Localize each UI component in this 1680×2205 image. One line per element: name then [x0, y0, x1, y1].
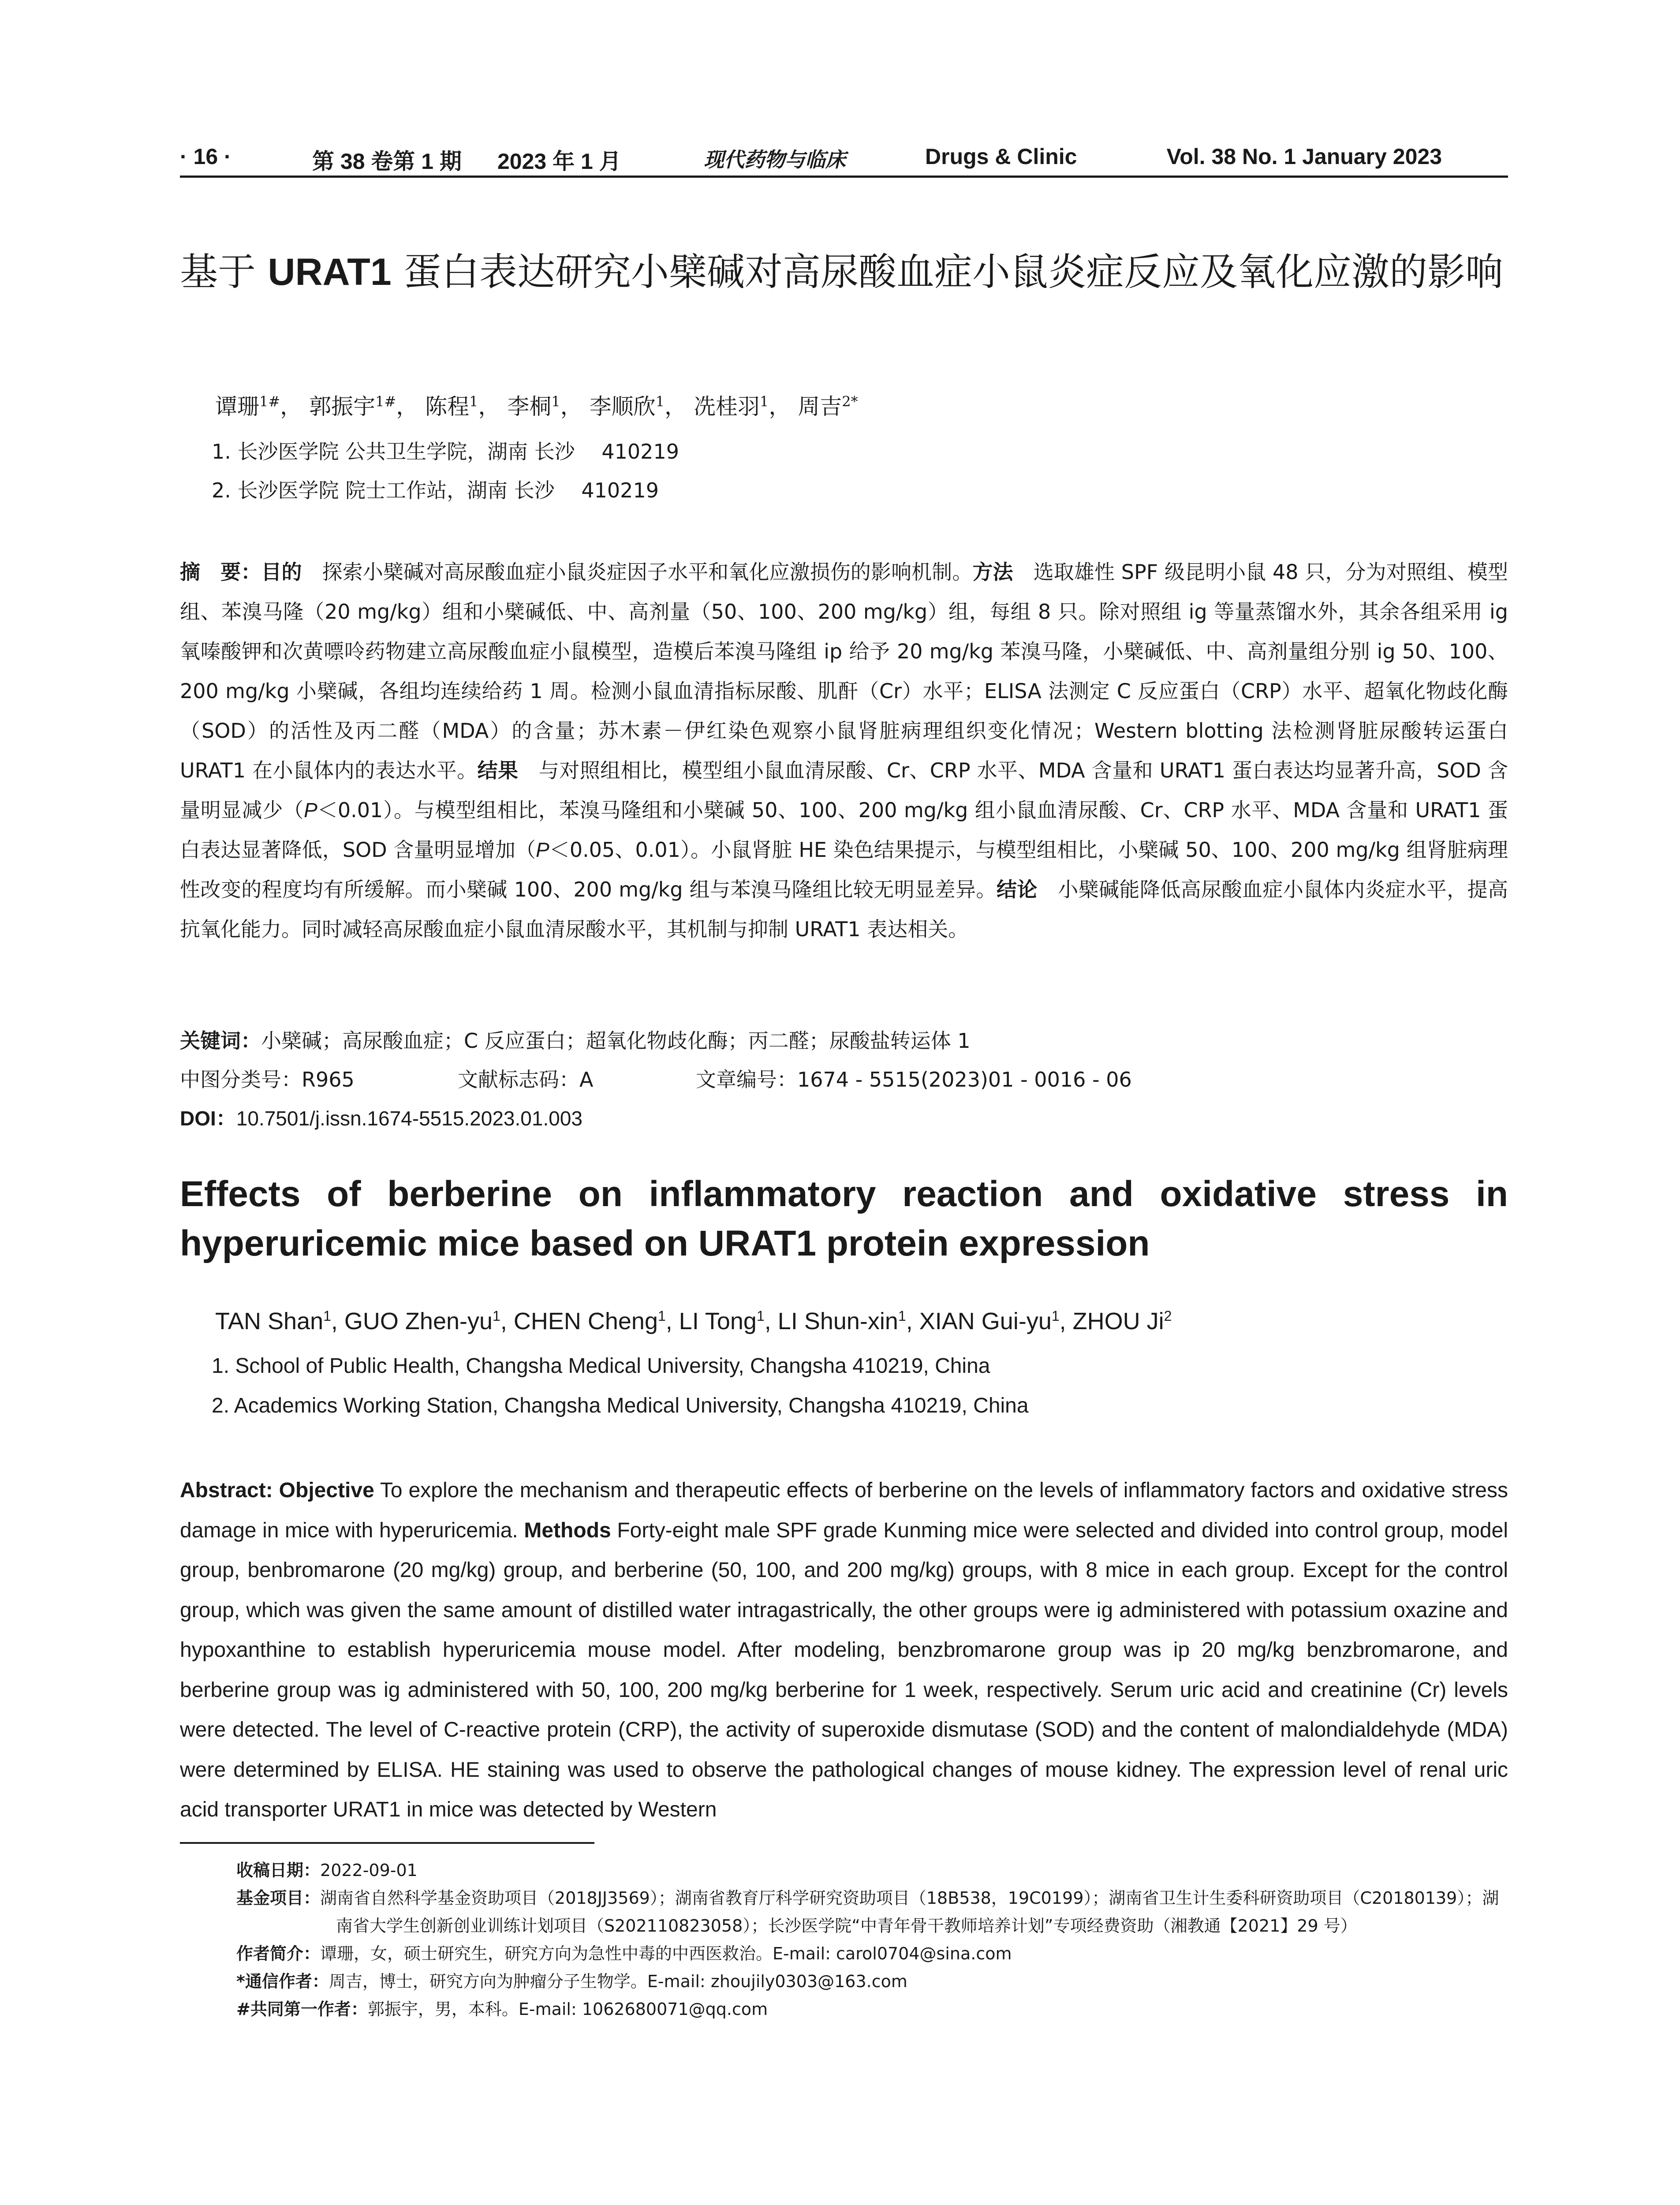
affiliation-cn-2: 2. 长沙医学院 院士工作站，湖南 长沙 410219	[212, 478, 659, 502]
author-name: 陈程	[425, 394, 470, 419]
author-sup: 1	[655, 393, 665, 410]
article-number: 文章编号：1674 - 5515(2023)01 - 0016 - 06	[696, 1068, 1132, 1091]
author-sup: 1	[756, 1308, 765, 1324]
document-code: 文献标志码：A	[458, 1068, 594, 1091]
conclusion-text: 小檗碱能降低高尿酸血症小鼠体内炎症水平，提高抗氧化能力。同时减轻高尿酸血症小鼠血清尿酸水平，其机制与抑制 URAT1 表达相关。	[180, 878, 1508, 941]
affiliation-en-2: 2. Academics Working Station, Changsha Medical University, Changsha 410219, China	[212, 1394, 1029, 1417]
conclusion-label: 结论	[996, 878, 1038, 901]
objective-label: 目的	[261, 560, 302, 584]
results-label: 结果	[477, 759, 519, 782]
author-name: 周吉	[798, 394, 842, 419]
objective-en-text: To explore the mechanism and therapeutic effects of berberine on the levels of inflammatory factors and oxidative stress damage in mice with hyperuricemia.	[180, 1479, 1508, 1542]
author-name: 李顺欣	[589, 394, 656, 419]
author-sup: 1	[1051, 1308, 1060, 1324]
author-name: 郭振宇	[309, 394, 376, 419]
p-value-symbol: P	[536, 838, 549, 861]
author-sup: 2	[1164, 1308, 1172, 1324]
footnote-co-first	[236, 1996, 1508, 2023]
footnote-text: 郭振宇，男，本科。E-mail: 1062680071@qq.com	[367, 1999, 768, 2019]
author-sup: 1	[493, 1308, 500, 1324]
author-name: 冼桂羽	[693, 394, 760, 419]
footnote-text: 湖南省自然科学基金资助项目（2018JJ3569）；湖南省教育厅科学研究资助项目（18B538，19C0199）；湖南省卫生计生委科研资助项目（C20180139）；湖南省大学生创新创业训练计划项目（S202110823058）；长沙医学院“中青年骨干教师培养计划”专项经费资助（湘教通【2021】29 号）	[320, 1888, 1499, 1936]
results-text: ＜0.01）。与模型组相比，苯溴马隆组和小檗碱 50、100、200 mg/kg 组小鼠血清尿酸、Cr、CRP 水平、MDA 含量和 URAT1 蛋白表达显著降低，SOD 含量明显增加（	[180, 798, 1508, 862]
authors-cn: 谭珊$^{1\#}$， 郭振宇$^{1\#}$， 陈程$^1$， 李桐$^1$， 李顺欣$^1$， 冼桂羽$^1$， 周吉$^{2*}$	[215, 393, 858, 419]
abstract-cn-label: 摘 要：	[180, 560, 261, 584]
keywords-label: 关键词：	[180, 1029, 261, 1053]
title-en-line1: Effects of berberine on inflammatory reaction and oxidative stress in	[180, 1174, 1508, 1214]
footnotes	[236, 1857, 1508, 2023]
author-name: 李桐	[507, 394, 552, 419]
page-number: · 16 ·	[180, 144, 231, 169]
affiliation-en-1: 1. School of Public Health, Changsha Medical University, Changsha 410219, China	[212, 1354, 990, 1378]
author-name: XIAN Gui-yu	[919, 1308, 1052, 1334]
author-sup: 1#	[375, 393, 396, 410]
title-en-line2: hyperuricemic mice based on URAT1 protein expression	[180, 1223, 1150, 1263]
title-cn-post: 蛋白表达研究小檗碱对高尿酸血症小鼠炎症反应及氧化应激的影响	[391, 250, 1503, 294]
authors-en: TAN Shan$^1$, GUO Zhen-$yu^1$, CHEN Cheng$^1$, LI Tong$^1$, LI Shun-xin$^1$, XIAN Gui-$yu^1$, ZHOU Ji$^2$	[215, 1308, 1172, 1334]
keywords-cn	[180, 1025, 971, 1054]
author-name: CHEN Cheng	[513, 1308, 658, 1334]
author-name: LI Shun-xin	[777, 1308, 898, 1334]
footnote-text: 周吉，博士，研究方向为肿瘤分子生物学。E-mail: zhoujily0303@163.com	[329, 1972, 907, 1991]
author-sup: 2*	[842, 393, 858, 410]
footnote-label: #共同第一作者：	[236, 1999, 368, 2019]
methods-label: 方法	[972, 560, 1013, 584]
methods-en-text: Forty-eight male SPF grade Kunming mice were selected and divided into control group, model group, benbromarone (20 mg/kg) group, and berberine (50, 100, and 200 mg/kg) groups, with 8 mice in each group. Except for the control group, which was given the same amount of distilled water intragastrically, the other groups were ig administered with potassium oxazine and hypoxanthine to establish hyperuricemia mouse model. After modeling, benzbromarone group was ip 20 mg/kg benzbromarone, and berberine group was ig administered with 50, 100, 200 mg/kg berberine for 1 week, respectively. Serum uric acid and creatinine (Cr) levels were detected. The level of C-reactive protein (CRP), the activity of superoxide dismutase (SOD) and the content of malondialdehyde (MDA) were determined by ELISA. HE staining was used to observe the pathological changes of mouse kidney. The expression level of renal uric acid transporter URAT1 in mice was detected by Western	[180, 1518, 1508, 1821]
methods-text: 选取雄性 SPF 级昆明小鼠 48 只，分为对照组、模型组、苯溴马隆（20 mg/kg）组和小檗碱低、中、高剂量（50、100、200 mg/kg）组，每组 8 只。除对照组 ig 等量蒸馏水外，其余各组采用 ig 氧嗪酸钾和次黄嘌呤药物建立高尿酸血症小鼠模型，造模后苯溴马隆组 ip 给予 20 mg/kg 苯溴马隆，小檗碱低、中、高剂量组分别 ig 50、100、200 mg/kg 小檗碱，各组均连续给药 1 周。检测小鼠血清指标尿酸、肌酐（Cr）水平；ELISA 法测定 C 反应蛋白（CRP）水平、超氧化物歧化酶（SOD）的活性及丙二醛（MDA）的含量；苏木素－伊红染色观察小鼠肾脏病理组织变化情况；Western blotting 法检测肾脏尿酸转运蛋白 URAT1 在小鼠体内的表达水平。	[180, 560, 1508, 782]
author-sup: 1	[759, 393, 769, 410]
objective-text: 探索小檗碱对高尿酸血症小鼠炎症因子水平和氧化应激损伤的影响机制。	[302, 560, 973, 584]
volume-cn: 第 38 卷第 1 期	[312, 149, 462, 174]
methods-en-label: Methods	[524, 1518, 611, 1542]
date-cn: 2023 年 1 月	[497, 149, 621, 174]
author-sup: 1	[469, 393, 478, 410]
footnote-author-bio	[236, 1940, 1508, 1968]
author-sup: 1	[323, 1308, 331, 1324]
footnote-label: 收稿日期：	[236, 1861, 321, 1880]
p-value-symbol: P	[304, 799, 317, 822]
paper-page	[180, 0, 1508, 2205]
title-cn	[180, 245, 1508, 299]
journal-name-cn: 现代药物与临床	[704, 148, 846, 172]
author-sup: 1	[551, 393, 560, 410]
author-name: 谭珊	[215, 394, 259, 419]
footnote-label: 作者简介：	[236, 1944, 321, 1963]
abstract-cn	[180, 552, 1508, 949]
footnote-corresponding	[236, 1968, 1508, 1996]
footnote-label: 基金项目：	[236, 1888, 321, 1908]
volume-en: Vol. 38 No. 1 January 2023	[1166, 144, 1442, 169]
footnote-divider	[180, 1842, 594, 1844]
title-en	[180, 1170, 1508, 1268]
author-name: ZHOU Ji	[1072, 1308, 1164, 1334]
abstract-en-label: Abstract: Objective	[180, 1479, 374, 1502]
doi-line	[180, 1102, 582, 1132]
title-cn-bold: URAT1	[268, 251, 392, 293]
footnote-text: 2022-09-01	[320, 1861, 418, 1880]
footnote-funding	[236, 1884, 1508, 1940]
doi-label: DOI：	[180, 1107, 236, 1130]
keywords-text: 小檗碱；高尿酸血症；C 反应蛋白；超氧化物歧化酶；丙二醛；尿酸盐转运体 1	[261, 1029, 971, 1053]
abstract-en	[180, 1471, 1508, 1830]
footnote-label: *通信作者：	[236, 1972, 329, 1991]
author-name: GUO Zhen-yu	[344, 1308, 493, 1334]
author-sup: 1	[657, 1308, 666, 1324]
footnote-text: 谭珊，女，硕士研究生，研究方向为急性中毒的中西医救治。E-mail: carol0704@sina.com	[320, 1944, 1012, 1963]
author-sup: 1	[898, 1308, 906, 1324]
results-text: 与对照组相比，模型组小鼠血清尿酸、Cr、CRP 水平、MDA 含量和 URAT1 蛋白表达均显著升高，SOD 含量明显减少（	[180, 759, 1508, 822]
journal-name-en: Drugs & Clinic	[925, 144, 1077, 169]
affiliation-cn-1: 1. 长沙医学院 公共卫生学院，湖南 长沙 410219	[212, 440, 679, 463]
results-text: ＜0.05、0.01）。小鼠肾脏 HE 染色结果提示，与模型组相比，小檗碱 50、100、200 mg/kg 组肾脏病理性改变的程度均有所缓解。而小檗碱 100、200 mg/kg 组与苯溴马隆组比较无明显差异。	[180, 838, 1508, 901]
author-name: LI Tong	[679, 1308, 757, 1334]
running-header	[180, 140, 1508, 178]
title-cn-pre: 基于	[180, 250, 268, 294]
author-sup: 1#	[259, 393, 280, 410]
clc-number: 中图分类号：R965	[180, 1068, 355, 1091]
doi-value: 10.7501/j.issn.1674-5515.2023.01.003	[236, 1107, 582, 1130]
author-name: TAN Shan	[215, 1308, 324, 1334]
footnote-received	[236, 1857, 1508, 1884]
